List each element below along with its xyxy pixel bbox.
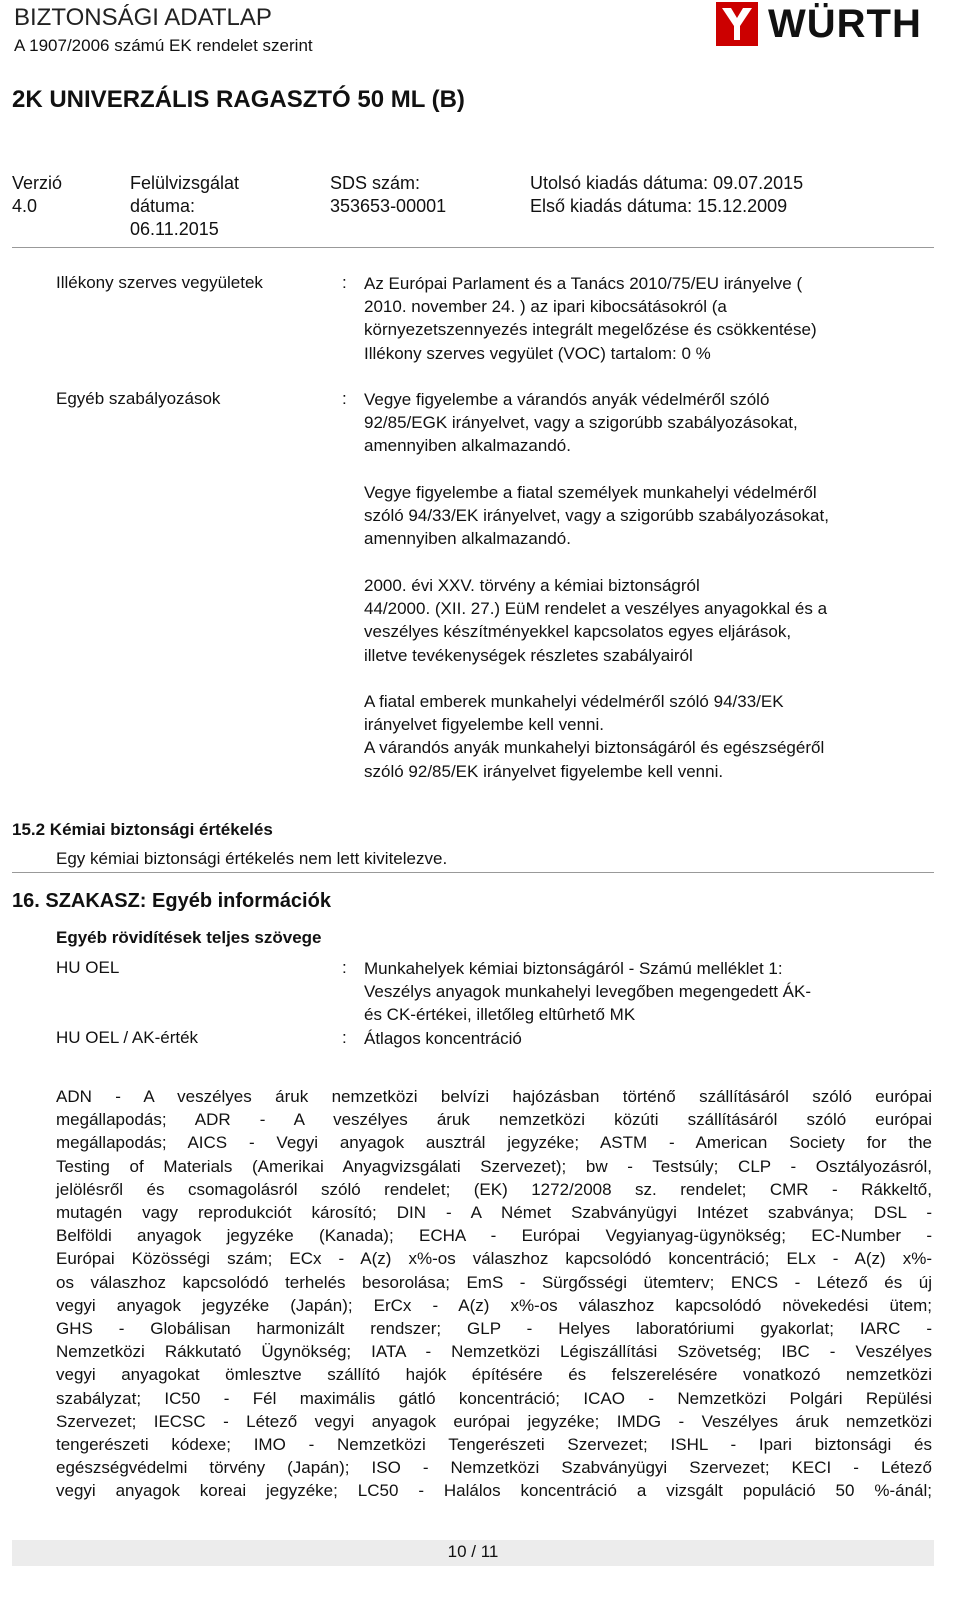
brand-name: WÜRTH	[768, 2, 922, 46]
voc-value	[364, 272, 924, 365]
abbrev-line: megállapodás; ADR - A veszélyes áruk nemzetközi közúti szállításáról szóló európai	[56, 1110, 932, 1130]
abbrev-line: Testing of Materials (Amerikai Anyagvizsgálati Szervezet); bw - Testsúly; CLP - Osztályozásról,	[56, 1156, 932, 1176]
abbrev-line: GHS - Globálisan harmonizált rendszer; GLP - Helyes laboratóriumi gyakorlat; IARC -	[56, 1319, 932, 1339]
voc-label: Illékony szerves vegyületek	[56, 273, 263, 292]
text-line: irányelvet figyelembe kell venni.	[364, 715, 605, 735]
other-regulations-block-1	[364, 388, 924, 458]
wurth-logo-mark-icon	[716, 2, 758, 46]
hu-oel-label: HU OEL	[56, 958, 120, 977]
version-block	[12, 172, 62, 218]
regulation-subtitle: A 1907/2006 számú EK rendelet szerint	[14, 36, 313, 55]
text-line: amennyiben alkalmazandó.	[364, 436, 571, 456]
text-line: veszélyes készítményekkel kapcsolatos egyes eljárások,	[364, 622, 792, 642]
text-line: A várandós anyák munkahelyi biztonságáról és egészségéről	[364, 738, 825, 758]
abbrev-line: vegyi anyagok koreai jegyzéke; LC50 - Halálos koncentráció a vizsgált populáció 50 %-ánál;	[56, 1481, 932, 1501]
section-divider	[12, 872, 934, 873]
other-regulations-block-2	[364, 481, 924, 551]
text-line: és CK-értékei, illetőleg eltûrhető MK	[364, 1005, 636, 1025]
revision-value: 06.11.2015	[130, 219, 219, 239]
text-line: amennyiben alkalmazandó.	[364, 529, 571, 549]
text-line: A fiatal emberek munkahelyi védelméről szóló 94/33/EK	[364, 692, 784, 711]
abbrev-line: tengerészeti kódexe; IMO - Nemzetközi Tengerészeti Szervezet; ISHL - Ipari biztonsági és	[56, 1435, 932, 1455]
abbrev-line: vegyi anyagokat ömlesztve szállító hajók építésére és felszerelésére vonatkozó nemzetközi	[56, 1365, 932, 1385]
text-line: szóló 92/85/EK irányelvet figyelembe kell venni.	[364, 761, 724, 781]
revision-block	[130, 172, 239, 241]
other-regulations-block-3	[364, 574, 924, 667]
other-regulations-label: Egyéb szabályozások	[56, 389, 221, 408]
first-issue-date: Első kiadás dátuma: 15.12.2009	[530, 196, 788, 216]
issue-dates-block	[530, 172, 803, 218]
abbrev-line: megállapodás; AICS - Vegyi anyagok ausztrál jegyzéke; ASTM - American Society for the	[56, 1133, 932, 1153]
document-title: BIZTONSÁGI ADATLAP	[14, 4, 272, 31]
revision-label-2: dátuma:	[130, 196, 196, 216]
text-line: illetve tevékenységek részletes szabályairól	[364, 645, 693, 665]
text-line: szóló 94/33/EK irányelvet, vagy a szigorúbb szabályozásokat,	[364, 506, 829, 526]
other-regulations-colon: :	[342, 389, 347, 408]
hu-oel-ak-colon: :	[342, 1028, 347, 1047]
last-issue-date: Utolsó kiadás dátuma: 09.07.2015	[530, 173, 804, 193]
abbrev-line: mutagén vagy reprodukciót károsító; DIN - A Német Szabványügyi Intézet szabványa; DSL -	[56, 1203, 932, 1223]
abbrev-line: os válaszhoz kapcsolódó terhelés besorolása; EmS - Sürgősségi ütemterv; ENCS - Létező és új	[56, 1272, 932, 1292]
sds-value: 353653-00001	[330, 196, 447, 216]
other-regulations-block-4	[364, 690, 924, 783]
version-label: Verzió	[12, 173, 63, 193]
voc-line: 2010. november 24. ) az ipari kibocsátásokról (a	[364, 297, 727, 317]
section-15-2-title: 15.2 Kémiai biztonsági értékelés	[12, 820, 273, 839]
abbrev-line: Belföldi anyagok jegyzéke (Kanada); ECHA - Európai Vegyianyag-ügynökség; EC-Number -	[56, 1226, 932, 1246]
abbrev-line: vegyi anyagok jegyzéke (Japán); ErCx - A(z) x%-os válaszhoz kapcsolódó növekedési ütem;	[56, 1295, 932, 1315]
text-line: Átlagos koncentráció	[364, 1029, 522, 1048]
text-line: Vegye figyelembe a várandós anyák védelméről szóló	[364, 390, 770, 409]
abbrev-line: Nemzetközi Rákkutató Ügynökség; IATA - Nemzetközi Légiszállítási Szövetség; IBC - Veszélyes	[56, 1342, 932, 1362]
text-line: 44/2000. (XII. 27.) EüM rendelet a veszélyes anyagokkal és a	[364, 599, 828, 619]
text-line: Veszélys anyagok munkahelyi levegőben megengedett ÁK-	[364, 982, 812, 1002]
voc-colon: :	[342, 273, 347, 292]
hu-oel-colon: :	[342, 958, 347, 977]
revision-label: Felülvizsgálat	[130, 173, 240, 193]
sds-label: SDS szám:	[330, 173, 421, 193]
section-15-2-text: Egy kémiai biztonsági értékelés nem lett kivitelezve.	[56, 849, 448, 868]
abbrev-line: ADN - A veszélyes áruk nemzetközi belvízi hajózásban történő szállításáról szóló európai	[56, 1087, 932, 1106]
abbrev-line: Szervezet; IECSC - Létező vegyi anyagok európai jegyzéke; IMDG - Veszélyes áruk nemzetközi	[56, 1411, 932, 1431]
text-line: Vegye figyelembe a fiatal személyek munkahelyi védelméről	[364, 483, 817, 502]
footer-bar	[12, 1540, 934, 1566]
sds-block	[330, 172, 446, 218]
page-number: 10 / 11	[447, 1542, 499, 1561]
text-line: 2000. évi XXV. törvény a kémiai biztonságról	[364, 576, 700, 595]
voc-line: Az Európai Parlament és a Tanács 2010/75/EU irányelve (	[364, 274, 803, 293]
section-16-subtitle: Egyéb rövidítések teljes szövege	[56, 928, 322, 947]
abbrev-line: egészségvédelmi törvény (Japán); ISO - Nemzetközi Szabványügyi Szervezet; KECI - Létező	[56, 1458, 932, 1478]
abbrev-line: Európai Közösségi szám; ECx - A(z) x%-os válaszhoz kapcsolódó koncentráció; ELx - A(z) x%-	[56, 1249, 932, 1269]
hu-oel-ak-label: HU OEL / AK-érték	[56, 1028, 199, 1047]
abbrev-line: jelölésről és csomagolásról szóló rendelet; (EK) 1272/2008 sz. rendelet; CMR - Rákkeltő,	[56, 1179, 932, 1199]
version-value: 4.0	[12, 196, 38, 216]
abbreviations-paragraph	[56, 1085, 932, 1503]
voc-line: környezetszennyezés integrált megelőzése és csökkentése)	[364, 320, 817, 340]
header-divider	[12, 247, 934, 248]
hu-oel-ak-value	[364, 1027, 924, 1050]
text-line: Munkahelyek kémiai biztonságáról - Számú melléklet 1:	[364, 959, 783, 978]
hu-oel-value	[364, 957, 924, 1027]
product-name: 2K UNIVERZÁLIS RAGASZTÓ 50 ML (B)	[12, 86, 465, 113]
voc-line: Illékony szerves vegyület (VOC) tartalom: 0 %	[364, 343, 711, 363]
text-line: 92/85/EGK irányelvet, vagy a szigorúbb szabályozásokat,	[364, 413, 798, 433]
wurth-logo	[716, 2, 936, 46]
abbrev-line: szabályzat; IC50 - Fél maximális gátló koncentráció; ICAO - Nemzetközi Polgári Repülési	[56, 1388, 932, 1408]
section-16-title: 16. SZAKASZ: Egyéb információk	[12, 890, 331, 912]
